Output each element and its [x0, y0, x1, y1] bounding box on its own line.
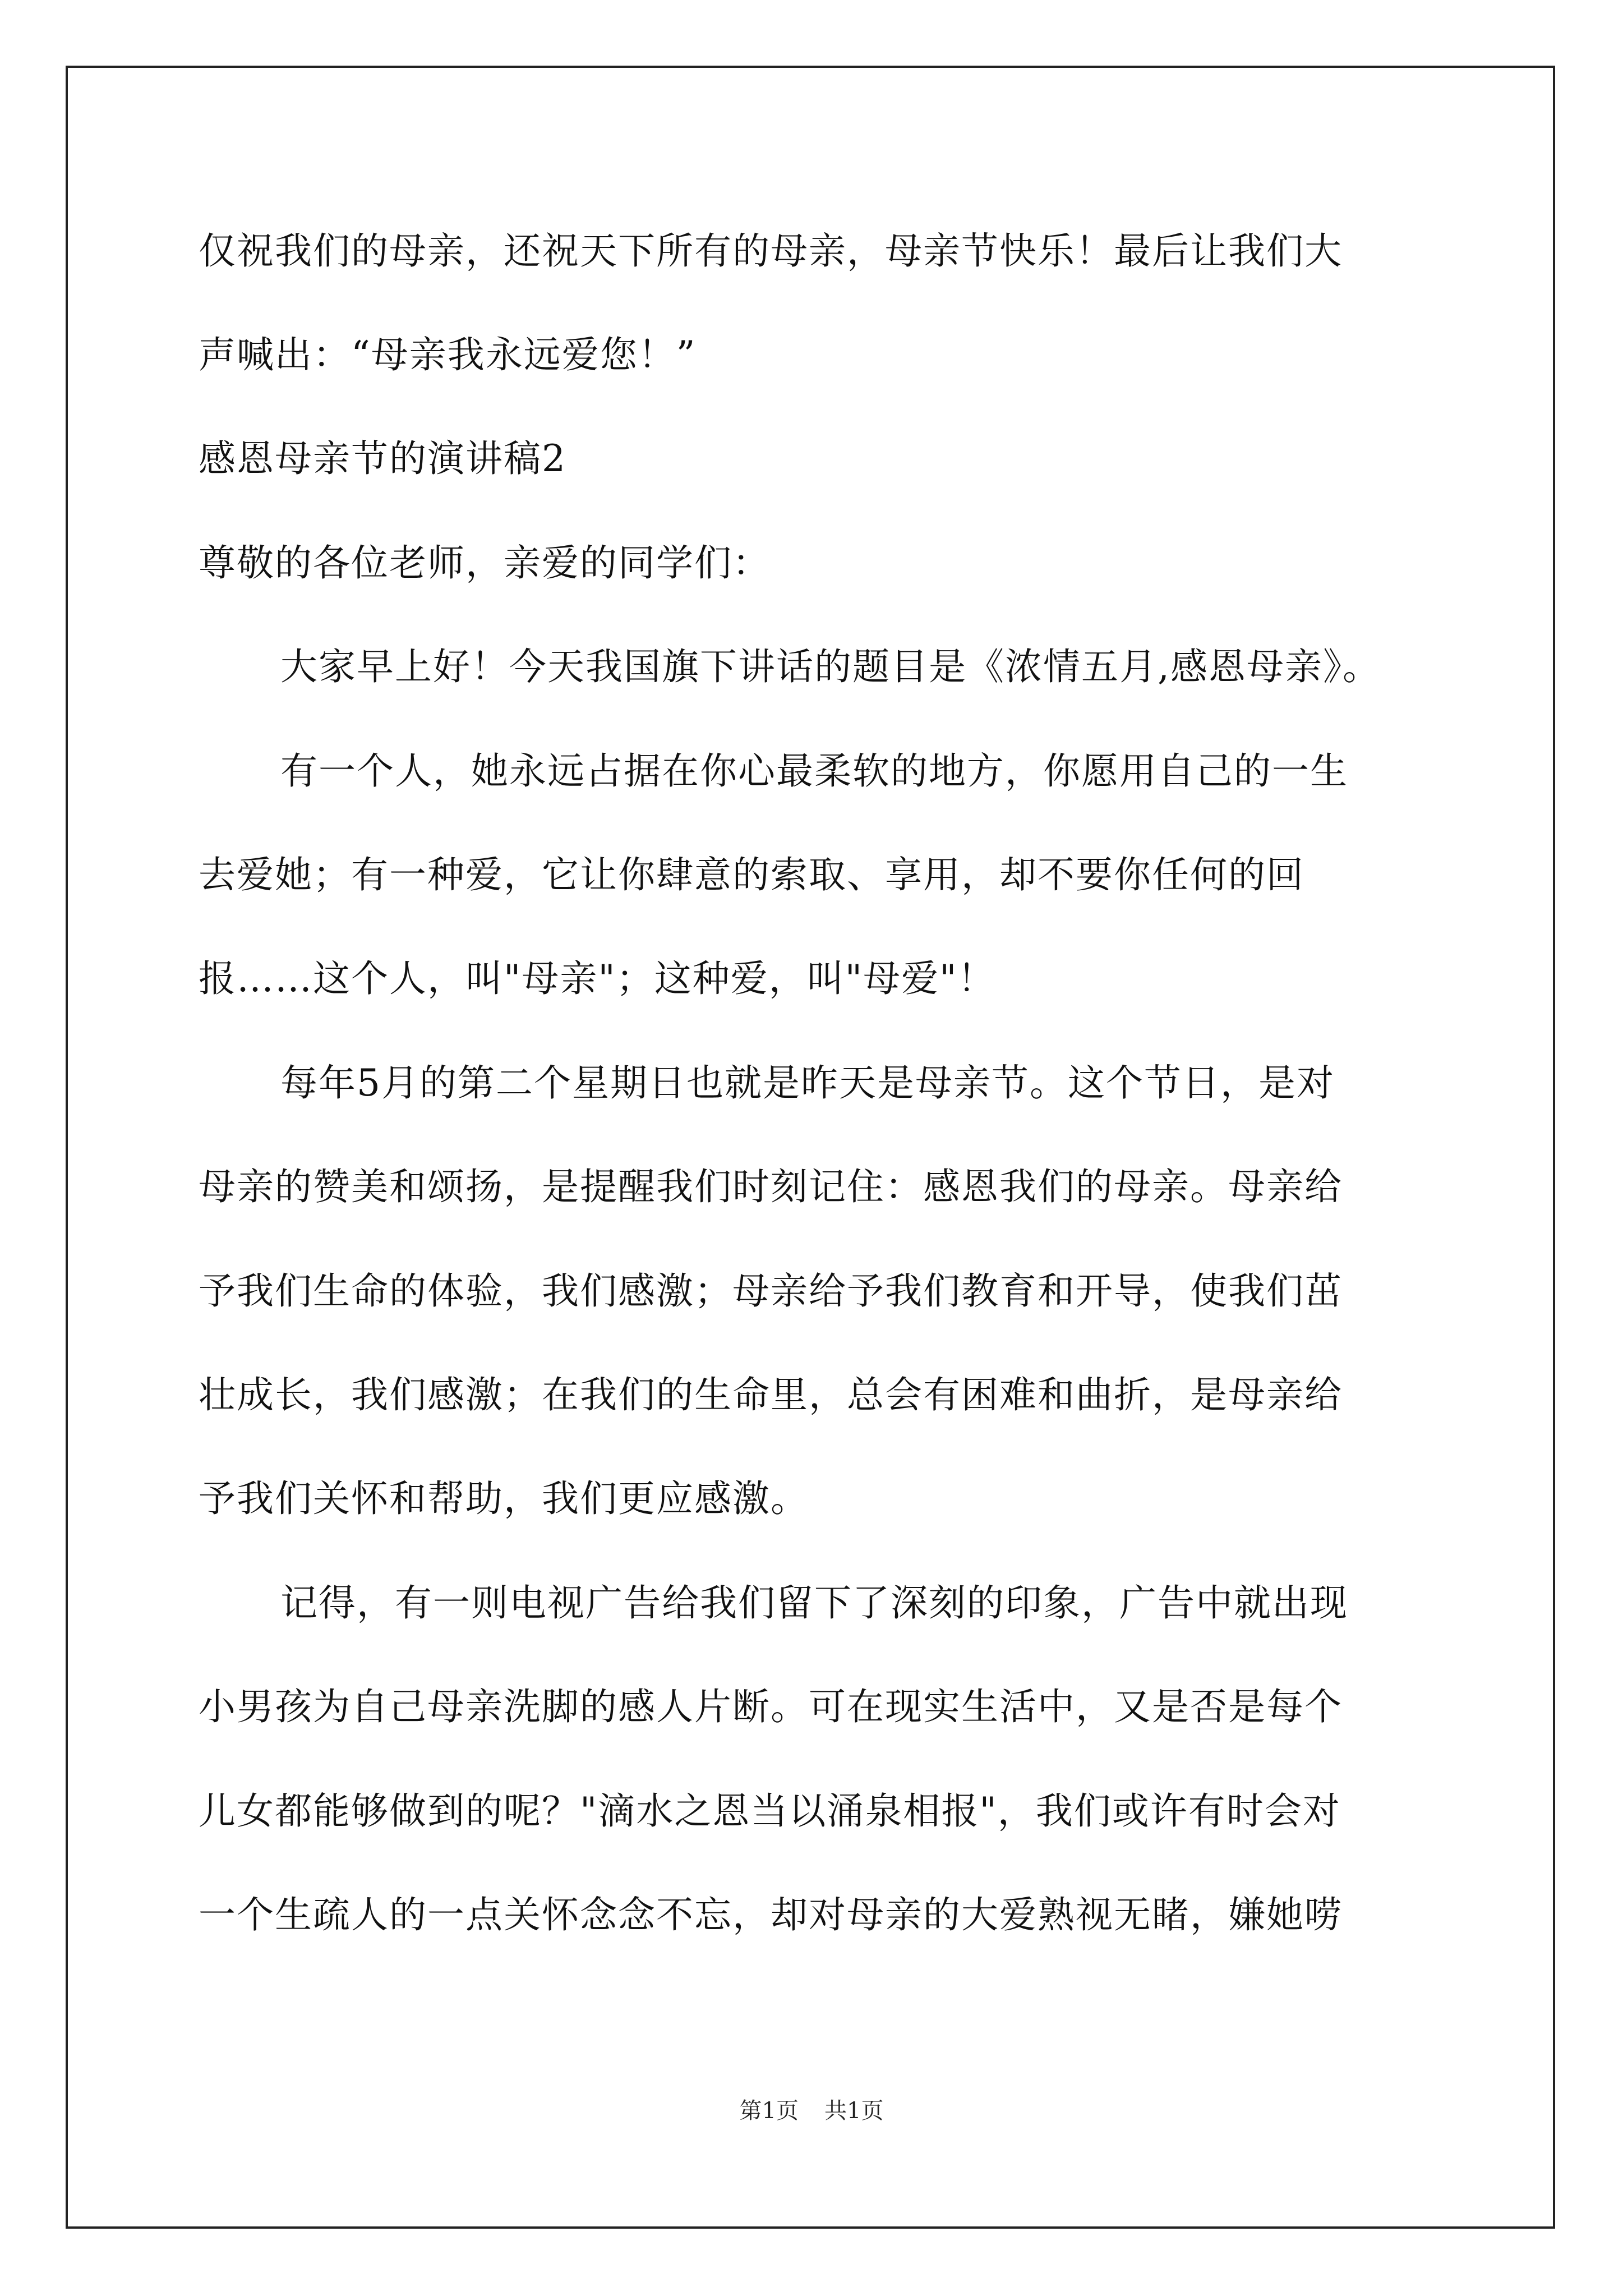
page-footer	[0, 2097, 1623, 2125]
page-total: 共1页	[824, 2098, 884, 2124]
text-line-6: 有一个人，她永远占据在你心最柔软的地方，你愿用自己的一生	[280, 749, 1348, 793]
text-line-9: 每年5月的第二个星期日也就是昨天是母亲节。这个节日，是对	[280, 1061, 1335, 1105]
text-line-13: 予我们关怀和帮助，我们更应感激。	[199, 1477, 809, 1520]
text-line-11: 予我们生命的体验，我们感激；母亲给予我们教育和开导，使我们茁	[199, 1269, 1343, 1313]
text-line-10: 母亲的赞美和颂扬，是提醒我们时刻记住：感恩我们的母亲。母亲给	[199, 1165, 1343, 1208]
text-line-17: 一个生疏人的一点关怀念念不忘，却对母亲的大爱熟视无睹，嫌她唠	[199, 1893, 1343, 1936]
text-line-7: 去爱她；有一种爱，它让你肆意的索取、享用，却不要你任何的回	[199, 853, 1304, 896]
text-line-5: 大家早上好！今天我国旗下讲话的题目是《浓情五月,感恩母亲》。	[280, 645, 1381, 688]
text-line-16: 儿女都能够做到的呢？"滴水之恩当以涌泉相报"，我们或许有时会对	[199, 1789, 1341, 1833]
section-heading: 感恩母亲节的演讲稿2	[199, 437, 566, 480]
page-number: 第1页	[739, 2098, 799, 2124]
text-line-14: 记得，有一则电视广告给我们留下了深刻的印象，广告中就出现	[280, 1581, 1348, 1625]
text-line-12: 壮成长，我们感激；在我们的生命里，总会有困难和曲折，是母亲给	[199, 1373, 1343, 1416]
text-line-15: 小男孩为自己母亲洗脚的感人片断。可在现实生活中，又是否是每个	[199, 1685, 1343, 1728]
text-line-2: 声喊出：“母亲我永远爱您！”	[199, 333, 697, 376]
text-line-8: 报……这个人，叫"母亲"；这种爱，叫"母爱"！	[199, 957, 996, 1000]
salutation: 尊敬的各位老师，亲爱的同学们：	[199, 541, 771, 585]
text-line-1: 仅祝我们的母亲，还祝天下所有的母亲，母亲节快乐！最后让我们大	[199, 229, 1343, 273]
